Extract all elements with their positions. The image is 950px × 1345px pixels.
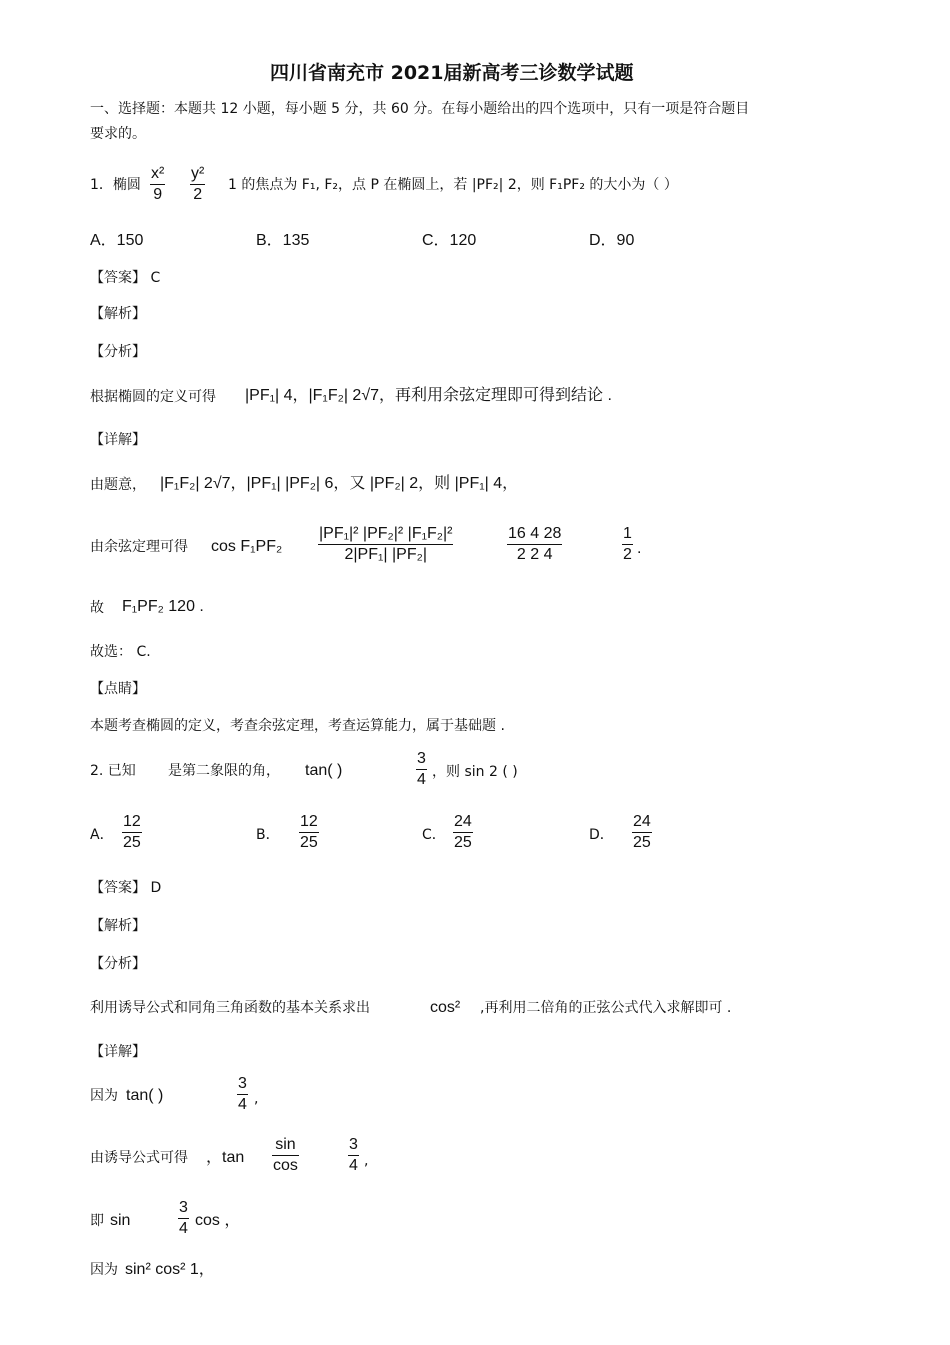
q2-d4-math: sin² cos² 1， xyxy=(125,1261,215,1278)
q2-analysis-label: 【解析】 xyxy=(90,918,146,934)
q1-analysis-label: 【解析】 xyxy=(90,306,146,322)
q2-d3-frac-num: 3 xyxy=(179,1199,188,1216)
q1-cos-fraction-result xyxy=(622,524,633,565)
section-heading-cont: 要求的。 xyxy=(90,126,146,142)
q2-d1-frac-num: 3 xyxy=(238,1075,247,1092)
q2-option-a-label: A． xyxy=(90,827,114,843)
q2-stem-end: ，则 sin 2 ( ) xyxy=(432,764,518,780)
q2-option-a-num: 12 xyxy=(123,813,141,830)
q1-detail-label: 【详解】 xyxy=(90,432,146,448)
q1-fenxi-text: 根据椭圆的定义可得 xyxy=(90,389,216,405)
q2-d2-frac2 xyxy=(348,1135,359,1176)
q1-cos-frac-num: |PF₁|² |PF₂|² |F₁F₂|² xyxy=(319,525,453,542)
q2-option-a-frac xyxy=(122,812,142,853)
q1-review-label: 【点睛】 xyxy=(90,681,146,697)
q1-cos-frac3-den: 2 xyxy=(623,546,632,563)
q2-answer: 【答案】 D xyxy=(90,880,162,896)
q1-cos-frac2-num: 16 4 28 xyxy=(508,525,562,542)
q1-fenxi-label: 【分析】 xyxy=(90,344,146,360)
q2-d1-frac xyxy=(237,1074,248,1115)
q1-detail2-cos: cos F₁PF₂ xyxy=(211,538,283,555)
q1-cos-frac-den: 2|PF₁| |PF₂| xyxy=(318,544,453,565)
q2-stem-frac-den: 4 xyxy=(417,771,426,788)
section-heading: 一、选择题：本题共 12 小题，每小题 5 分，共 60 分。在每小题给出的四个选项中，只有一项是符合题目 xyxy=(90,101,750,117)
q2-option-d-den: 25 xyxy=(633,834,651,851)
q1-option-a: A．150 xyxy=(90,232,144,249)
q1-detail2-end: . xyxy=(637,540,642,557)
q1-detail1-text: 由题意， xyxy=(90,477,146,493)
q2-d2-frac2-num: 3 xyxy=(349,1136,358,1153)
q2-stem-mid: 是第二象限的角， xyxy=(168,763,280,779)
q2-d3-frac xyxy=(178,1198,189,1239)
q2-option-c-frac xyxy=(453,812,473,853)
q2-option-c-num: 24 xyxy=(454,813,472,830)
q1-frac-y-den: 2 xyxy=(190,184,205,205)
page-title: 四川省南充市 2021届新高考三诊数学试题 xyxy=(270,62,634,84)
q2-option-d-frac xyxy=(632,812,652,853)
q2-option-d-num: 24 xyxy=(633,813,651,830)
q2-option-c-label: C． xyxy=(422,827,446,843)
q2-option-b-num: 12 xyxy=(300,813,318,830)
q1-detail3-math: F₁PF₂ 120 . xyxy=(122,598,204,615)
q2-d3-text: 即 xyxy=(90,1213,104,1229)
q2-stem-prefix: 2. 已知 xyxy=(90,763,136,779)
q1-cos-frac2-den: 2 2 4 xyxy=(507,544,562,565)
q2-detail-label: 【详解】 xyxy=(90,1044,146,1060)
q1-option-d: D．90 xyxy=(589,232,635,249)
q2-fenxi-label: 【分析】 xyxy=(90,956,146,972)
q2-d1-end: , xyxy=(254,1091,259,1107)
q2-d1-text: 因为 xyxy=(90,1088,118,1104)
q2-d2-frac-num: sin xyxy=(275,1136,296,1153)
q1-choose: 故选： C. xyxy=(90,644,151,660)
q1-answer: 【答案】 C xyxy=(90,270,161,286)
q2-d4-text: 因为 xyxy=(90,1262,118,1278)
q2-fenxi-end: ,再利用二倍角的正弦公式代入求解即可 . xyxy=(480,1000,732,1016)
q2-d3-end: cos ， xyxy=(195,1212,241,1229)
q1-detail3-text: 故 xyxy=(90,600,104,616)
q2-option-b-frac xyxy=(299,812,319,853)
q1-cos-frac3-num: 1 xyxy=(623,525,632,542)
q1-stem-prefix: 1．椭圆 xyxy=(90,177,141,193)
q2-d2-end: , xyxy=(364,1153,369,1169)
q1-review-text: 本题考查椭圆的定义，考查余弦定理，考查运算能力，属于基础题 . xyxy=(90,718,505,734)
q2-option-c-den: 25 xyxy=(454,834,472,851)
q1-cos-fraction-values xyxy=(507,524,562,565)
q2-stem-frac-num: 3 xyxy=(417,750,426,767)
q2-stem-tan: tan( ) xyxy=(305,762,343,779)
q2-option-d-label: D． xyxy=(589,827,614,843)
q1-frac-y-num: y² xyxy=(191,165,205,182)
q1-detail1-math: |F₁F₂| 2√7，|PF₁| |PF₂| 6，又 |PF₂| 2，则 |PF₁| 4， xyxy=(160,475,519,492)
q2-d2-math: ，tan xyxy=(206,1149,245,1166)
q2-d2-frac2-den: 4 xyxy=(349,1157,358,1174)
q2-option-b-label: B． xyxy=(256,827,280,843)
q1-fenxi-math: |PF₁| 4，|F₁F₂| 2√7，再利用余弦定理即可得到结论 . xyxy=(245,387,612,404)
q2-option-a-den: 25 xyxy=(123,834,141,851)
q1-detail2-text: 由余弦定理可得 xyxy=(90,539,188,555)
q1-option-b: B．135 xyxy=(256,232,310,249)
q2-d2-text: 由诱导公式可得 xyxy=(90,1150,188,1166)
q2-d2-frac-den: cos xyxy=(273,1157,298,1174)
q1-option-c: C．120 xyxy=(422,232,477,249)
q2-stem-fraction xyxy=(416,749,427,790)
q2-d2-frac xyxy=(272,1135,299,1176)
q2-fenxi-text: 利用诱导公式和同角三角函数的基本关系求出 xyxy=(90,1000,370,1016)
q2-d1-math: tan( ) xyxy=(126,1087,164,1104)
q2-option-b-den: 25 xyxy=(300,834,318,851)
q1-frac-x-den: 9 xyxy=(150,184,165,205)
q1-stem-mid: 1 的焦点为 F₁, F₂，点 P 在椭圆上，若 |PF₂| 2，则 F₁PF₂ 的大小为（ ） xyxy=(228,177,678,193)
q2-d3-frac-den: 4 xyxy=(179,1220,188,1237)
q2-d3-math: sin xyxy=(110,1212,131,1229)
q1-cos-fraction xyxy=(318,524,453,565)
q1-frac-x-num: x² xyxy=(151,165,165,182)
q2-fenxi-math: cos² xyxy=(430,999,461,1016)
q2-d1-frac-den: 4 xyxy=(238,1096,247,1113)
q1-frac-x xyxy=(150,164,165,205)
q1-frac-y xyxy=(190,164,205,205)
